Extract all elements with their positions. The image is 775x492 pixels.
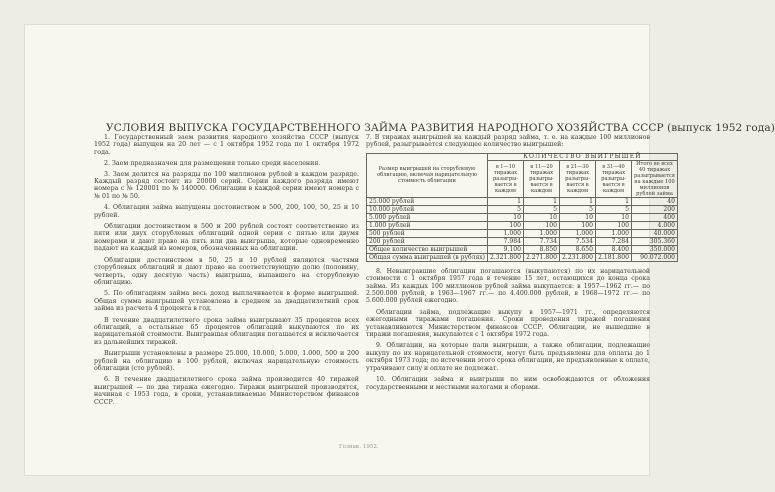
table-first-col-header: Размер выигрышей на стоpублевую облигацию, включая нарицательную стоимость облигации <box>367 153 488 197</box>
cell: 8.650 <box>560 245 596 253</box>
cell: 1.000 <box>523 229 559 237</box>
cell: 1 <box>523 197 559 205</box>
table-row <box>367 237 678 245</box>
table-group-header: КОЛИЧЕСТВО ВЫИГРЫШЕЙ <box>487 153 677 160</box>
cell: 10 <box>560 213 596 221</box>
cell: 2.231.800 <box>560 253 596 261</box>
clause-8-part-2: Облигации займа, подлежащие выкупу в 1957—1971 гг., определяются ежегодными тиражами погашения. Сроки проведения тиражей погашения устанавливаются Министерством финансов СССР. Облигации, не вышедшие в тиражи погашения, выкупаются с 1 октября 1972 года. <box>366 308 650 339</box>
cell: 200 <box>632 205 678 213</box>
clause-4-part-2: Облигации достоинством в 500 и 200 рублей состоят соответственно из пяти или двух сторублевых облигаций одной серии с пятью или двумя номерами и дают право на пять или два выигрыша, которые одновременно падают на каждый из номеров, обозначенных на облигации. <box>94 223 359 253</box>
table-col-header: Итого во всех 40 тиражах разыгрывается на каждые 100 миллионов рублей займа <box>632 160 678 197</box>
cell: 5 <box>523 205 559 213</box>
cell: 305.360 <box>632 237 678 245</box>
cell: 7.734 <box>523 237 559 245</box>
row-label: Общая сумма выигрышей (в рублях) <box>367 253 488 261</box>
cell: 100 <box>487 221 523 229</box>
table-col-header: в 21—30 тиражах разыгры-вается в каждом <box>560 160 596 197</box>
cell: 350.000 <box>632 245 678 253</box>
clause-5-part-3: Выигрыши установлены в размере 25.000, 10.000, 5.000, 1.000, 500 и 200 рублей на облигацию в 100 рублей, включая нарицательную стоимость облигации (сто рублей). <box>94 350 359 372</box>
clause-4: 4. Облигации займа выпущены достоинством в 500, 200, 100, 50, 25 и 10 рублей. <box>94 204 359 219</box>
cell: 1.000 <box>487 229 523 237</box>
cell: 5 <box>487 205 523 213</box>
cell: 5 <box>560 205 596 213</box>
table-row <box>367 197 678 205</box>
cell: 7.534 <box>560 237 596 245</box>
clause-5-part-2: В течение двадцатилетнего срока займа выигрывают 35 процентов всех облигаций, а остальные 65 процентов облигаций выкупаются по их нарицательной стоимости. Выигравшая облигация погашается и исключается из дальнейших тиражей. <box>94 316 359 346</box>
clause-5: 5. По облигациям займа весь доход выплачивается в форме выигрышей. Общая сумма выигрышей установлена в среднем за двадцатилетний срок займа из расчета 4 процента в год. <box>94 290 359 313</box>
cell: 1 <box>487 197 523 205</box>
table-col-header: в 31—40 тиражах разыгры-вается в каждом <box>596 160 632 197</box>
row-label: 25.000 рублей <box>367 197 488 205</box>
row-label: 10.000 рублей <box>367 205 488 213</box>
right-column <box>366 134 675 395</box>
cell: 1.000 <box>560 229 596 237</box>
table-col-header: в 11—20 тиражах разыгры-вается в каждом <box>523 160 559 197</box>
table-row <box>367 205 678 213</box>
cell: 1.000 <box>596 229 632 237</box>
clause-8: 8. Невыигравшие облигации погашаются (выкупаются) по их нарицательной стоимости с 1 октября 1957 года в течение 15 лет, остающихся до конца срока займа. Из каждых 100 миллионов рублей займа выкупается: в 1957—1962 гг.— по 2.500.000 рублей, в 1963—1967 гг.— по 4.400.000 рублей, в 1968—1972 гг.— по 5.600.000 рублей ежегодно. <box>366 267 650 305</box>
cell: 7.984 <box>487 237 523 245</box>
cell: 90.072.000 <box>632 253 678 261</box>
cell: 8.850 <box>523 245 559 253</box>
cell: 9.100 <box>487 245 523 253</box>
cell: 10 <box>596 213 632 221</box>
row-label: 1.000 рублей <box>367 221 488 229</box>
row-label: 500 рублей <box>367 229 488 237</box>
table-row <box>367 221 678 229</box>
clause-3: 3. Заем делится на разряды по 100 миллионов рублей в каждом разряде. Каждый разряд состоит из 20000 серий. Серии каждого разряда имеют номера с № 120001 по № 140000. Облигации в каждой серии имеют номера с № 01 по № 50. <box>94 170 359 200</box>
cell: 2.321.800 <box>487 253 523 261</box>
table-total-count-row <box>367 245 678 253</box>
cell: 10 <box>487 213 523 221</box>
table-row <box>367 229 678 237</box>
cell: 100 <box>596 221 632 229</box>
clause-4-part-3: Облигации достоинством в 50, 25 и 10 рублей являются частями стoрублевых облигаций и дают право на соответствующую долю (половину, четверть, одну десятую часть) выигрыша, выпавшего на стоpублевую облигацию. <box>94 256 359 286</box>
cell: 1 <box>596 197 632 205</box>
row-label: 200 рублей <box>367 237 488 245</box>
cell: 8.400 <box>596 245 632 253</box>
winnings-table <box>366 153 678 262</box>
clause-10: 10. Облигации займа и выигрыши по ним освобождаются от обложения государственными и местными налогами и сборами. <box>366 376 650 391</box>
cell: 5 <box>596 205 632 213</box>
row-label: 5.000 рублей <box>367 213 488 221</box>
cell: 2.181.800 <box>596 253 632 261</box>
cell: 40.000 <box>632 229 678 237</box>
left-column <box>94 134 359 410</box>
cell: 4.000 <box>632 221 678 229</box>
bond-sheet <box>24 24 775 476</box>
row-label: Общее количество выигрышей <box>367 245 488 253</box>
table-col-header: в 1—10 тиражах разыгры-вается в каждом <box>487 160 523 197</box>
printer-mark: Гознак. 1952. <box>339 444 379 450</box>
cell: 400 <box>632 213 678 221</box>
clause-9: 9. Облигации, на которые пали выигрыши, а также облигации, подлежащие выкупу по их нарицательной стоимости, могут быть предъявлены для оплаты до 1 октября 1973 года; по истечении этого срока облигации, не предъявленные к оплате, утрачивают силу и оплате не подлежат. <box>366 342 650 372</box>
cell: 2.271.800 <box>523 253 559 261</box>
clause-6: 6. В течение двадцатилетнего срока займа производится 40 тиражей выигрышей — по два тиража ежегодно. Тиражи выигрышей производятся, начиная с 1953 года, в сроки, устанавливаемые Министерством финансов СССР. <box>94 376 359 406</box>
cell: 10 <box>523 213 559 221</box>
cell: 100 <box>523 221 559 229</box>
clause-7-intro: 7. В тиражах выигрышей на каждый разряд займа, т. е. на каждые 100 миллионов рублей, разыгрывается следующее количество выигрышей: <box>366 134 650 149</box>
page-title: УСЛОВИЯ ВЫПУСКА ГОСУДАРСТВЕННОГО ЗАЙМА РАЗВИТИЯ НАРОДНОГО ХОЗЯЙСТВА СССР (выпуск 1952 года) <box>106 122 775 134</box>
cell: 40 <box>632 197 678 205</box>
cell: 100 <box>560 221 596 229</box>
clause-2: 2. Заем предназначен для размещения только среди населения. <box>104 160 321 168</box>
table-total-sum-row <box>367 253 678 261</box>
cell: 1 <box>560 197 596 205</box>
cell: 7.284 <box>596 237 632 245</box>
clause-1: 1. Государственный заем развития народного хозяйства СССР (выпуск 1952 года) выпущен на 20 лет — с 1 октября 1952 года по 1 октября 1972 года. <box>94 134 359 156</box>
table-row <box>367 213 678 221</box>
